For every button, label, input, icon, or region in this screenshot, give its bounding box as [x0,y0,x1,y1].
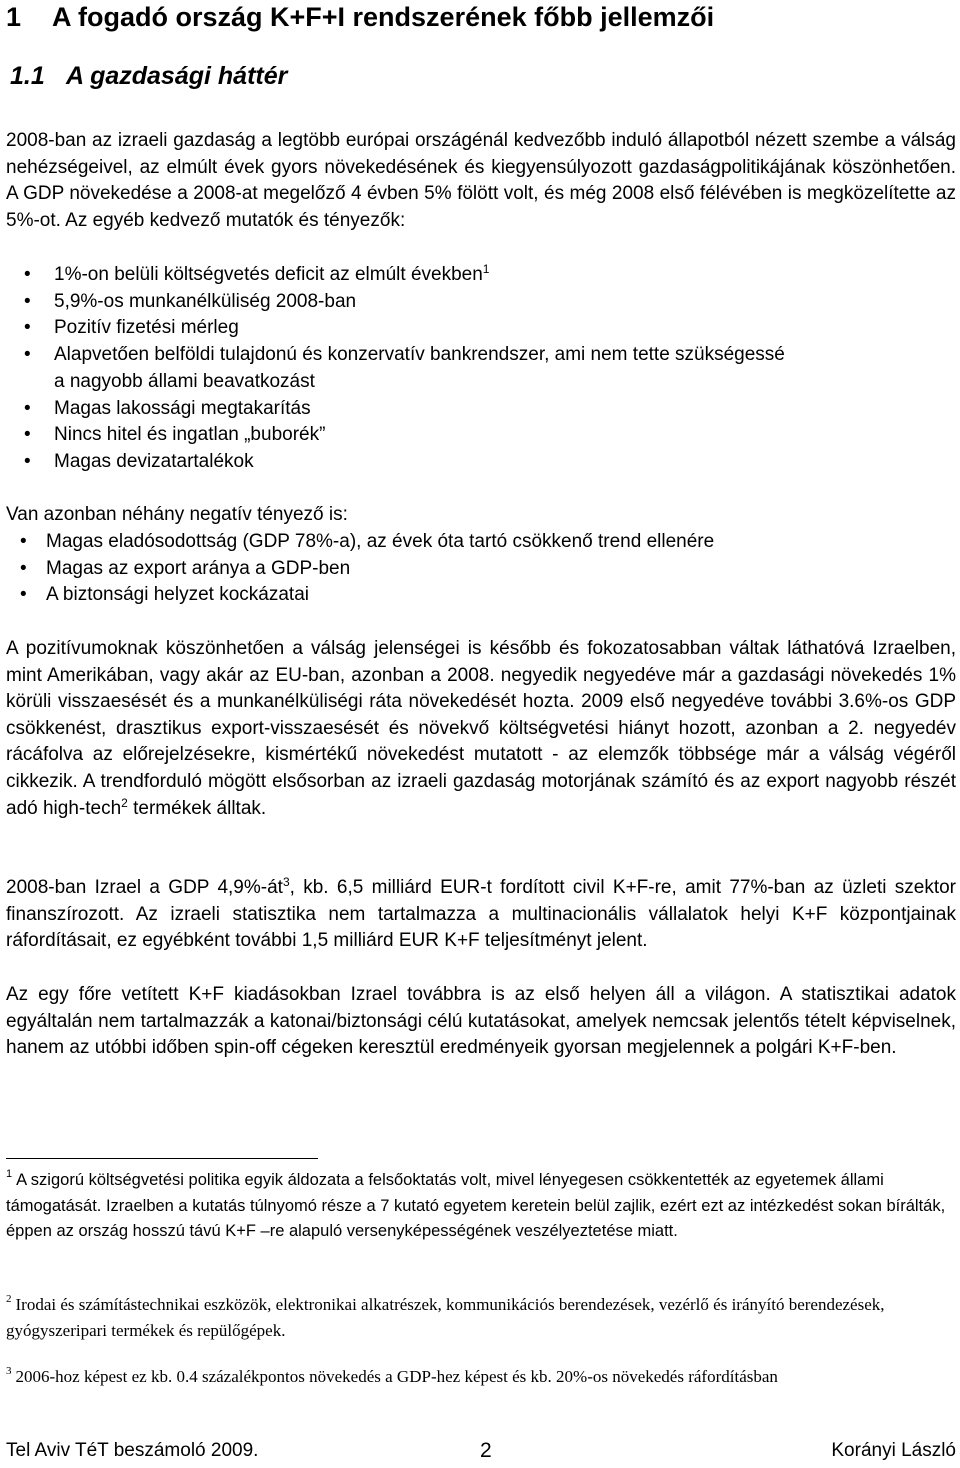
footnote-separator [6,1158,318,1159]
rd-spending-paragraph: 2008-ban Izrael a GDP $4,9\%-át^3$, kb. 6,5 milliárd EUR-t fordított civil K+F-re, amit 77%-ban az üzleti szektor finanszírozott. Az izraeli statisztika nem tartalmazza a multinacionális vállalatok helyi K+F központjainak ráfordításait, ez egyébként további 1,5 milliárd EUR K+F teljesítményt jelent. [6,875,957,952]
intro-paragraph: 2008-ban az izraeli gazdaság a legtöbb európai országénál kedvezőbb induló állapotból nézett szembe a válság nehézségeivel, az elmúlt évek gyors növekedésének és kiegyensúlyozott gazdaságpolitikájának köszönhetően. A GDP növekedése a 2008-at megelőző 4 évben 5% fölött volt, és még 2008 első félévében is megközelítette az 5%-ot. Az egyéb kedvező mutatók és tényezők: [6,130,956,231]
footnote-ref: 1 [482,262,490,276]
chapter-heading [6,0,714,34]
footnote-mark: 3 [6,1365,12,1377]
footnote-1: $^1$ A szigorú költségvetési politika egyik áldozata a felsőoktatás volt, mivel lényegesen csökkentették az egyetemek állami támogatását. Izraelben a kutatás túlnyomó része a 7 kutató egyetem keretein belül zajlik, ezért ezt az intézkedést sokan bírálták, éppen az ország hosszú távú K+F –re alapuló versenyképességének veszélyeztetése miatt. [6,1168,946,1240]
footnote-ref: 3 [282,875,290,889]
list-item: • 5,9%-os munkanélküliség 2008-ban [8,289,956,316]
page-footer [6,1438,956,1464]
list-item: • A biztonsági helyzet kockázatai [6,582,956,609]
page-number: 2 [480,1439,492,1462]
crisis-paragraph: A pozitívumoknak köszönhetően a válság jelenségei is később és fokozatosabban váltak láthatóvá Izraelben, mint Amerikában, vagy akár az EU-ban, azonban a 2008. negyedik negyedéve már a gazdasági növekedés 1% körüli visszaesését és a munkanélküliségi ráta növekedését hozta. 2009 első negyedéve további 3.6%-os GDP csökkenést, drasztikus export-visszaesését és növekvő költségvetési hiányt hozott, azonban a 2. negyedév rácáfolva az előrejelzésekre, kismértékű növekedést mutatott - az elemzők többsége már a válság végéről cikkezik. A trendforduló mögött elsősorban az izraeli gazdaság motorjának számító és az export nagyobb részét adó high-tech$^2$ termékek álltak. [6,638,956,819]
footer-author: Korányi László [831,1440,956,1461]
list-item: • 1%-on belüli költségvetés deficit az elmúlt években$^1$ [8,262,956,289]
negatives-intro: Van azonban néhány negatív tényező is: [6,504,348,525]
footnote-mark: 2 [6,1293,12,1305]
section-title: A gazdasági háttér [66,62,288,90]
positive-factors-list [8,262,956,476]
list-item: • Magas lakossági megtakarítás [8,396,956,423]
list-item: • Magas devizatartalékok [8,449,956,476]
footnote-3: $^3$ 2006-hoz képest ez kb. 0.4 százalékpontos növekedés a GDP-hez képest és kb. 20%-os növekedés ráfordításban [6,1365,778,1386]
section-number: 1.1 [10,62,45,90]
list-item: • Nincs hitel és ingatlan „buborék” [8,422,956,449]
chapter-number: 1 [6,2,22,32]
negative-factors-list [6,529,956,609]
list-item: • Magas az export aránya a GDP-ben [6,556,956,583]
footer-report-title: Tel Aviv TéT beszámoló 2009. [6,1440,259,1461]
list-item: • Magas eladósodottság (GDP 78%-a), az évek óta tartó csökkenő trend ellenére [6,529,956,556]
list-item: • Pozitív fizetési mérleg [8,315,956,342]
list-item-continuation: a nagyobb állami beavatkozást [54,370,315,392]
footnote-ref: 2 [121,795,128,810]
chapter-title: A fogadó ország K+F+I rendszerének főbb jellemzői [52,2,715,32]
list-item: • Alapvetően belföldi tulajdonú és konzervatív bankrendszer, ami nem tette szükségessé a nagyobb állami beavatkozást [8,342,956,395]
section-heading [10,60,287,92]
per-capita-paragraph: Az egy főre vetített K+F kiadásokban Izrael továbbra is az első helyen áll a világon. A statisztikai adatok egyáltalán nem tartalmazzák a katonai/biztonsági célú kutatásokat, amelyek nemcsak jelentős tételt képviselnek, hanem az utóbbi időben spin-off cégeken keresztül eredményeik gyorsan megjelennek a polgári K+F-ben. [6,984,956,1059]
footnote-2: $^2$ Irodai és számítástechnikai eszközök, elektronikai alkatrészek, kommunikációs berendezések, vezérlő és irányító berendezések, gyógyszeripari termékek és repülőgépek. [6,1293,885,1340]
footnote-mark: 1 [6,1168,13,1180]
